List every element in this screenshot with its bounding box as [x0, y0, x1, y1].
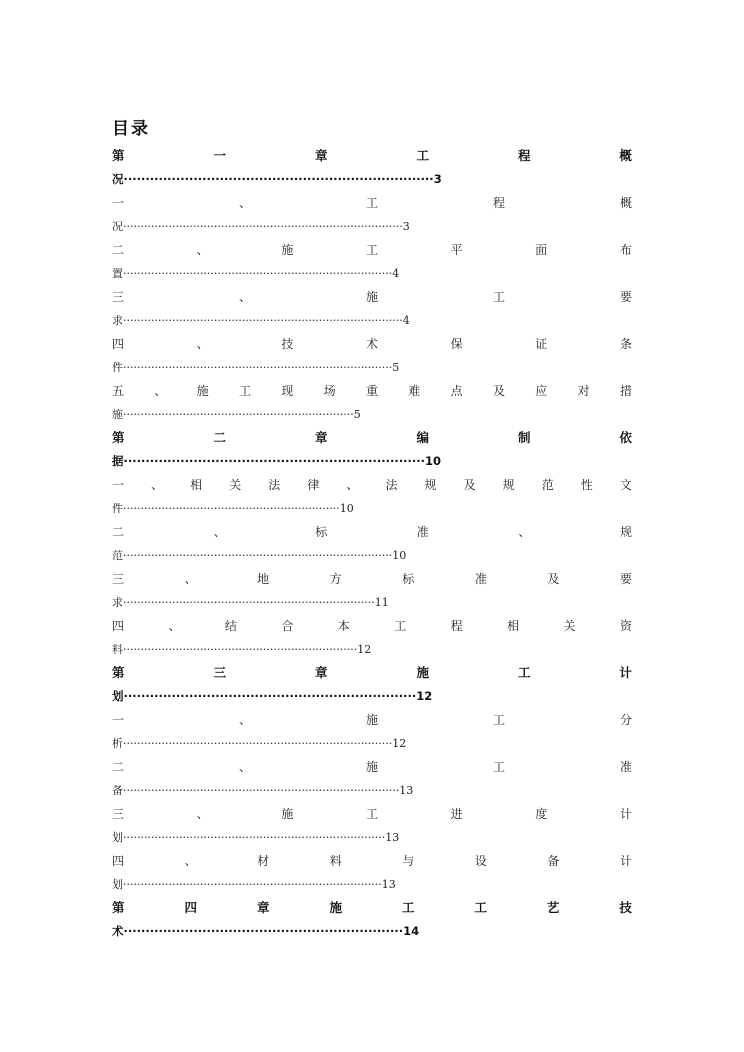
toc-entry-title-line	[112, 191, 632, 215]
toc-entry-char: 度	[535, 807, 548, 821]
toc-entry-char: 证	[535, 337, 548, 351]
toc-section-entry[interactable]	[112, 332, 632, 379]
toc-entry-char: 程	[450, 619, 463, 633]
toc-entry-char: 施	[365, 760, 378, 774]
toc-entry-char: 、	[151, 478, 164, 492]
toc-entry-title-line	[112, 755, 632, 779]
toc-entry-char: 三	[213, 665, 226, 680]
toc-entry-char: 施	[416, 665, 429, 680]
toc-section-entry[interactable]	[112, 802, 632, 849]
toc-entry-char: 点	[450, 384, 463, 398]
toc-entry-tail-char: 划	[112, 878, 123, 891]
toc-entry-char: 准	[416, 525, 429, 539]
toc-entry-leader-line	[112, 450, 632, 473]
toc-entry-leader-line	[112, 591, 632, 614]
toc-entry-tail-char: 施	[112, 408, 123, 421]
toc-entry-leader-line	[112, 262, 632, 285]
toc-entry-char: 工	[394, 619, 407, 633]
toc-entry-title-line	[112, 802, 632, 826]
toc-dot-leader: ················································································	[123, 220, 403, 233]
toc-entry-char: 及	[492, 384, 505, 398]
toc-entry-char: 文	[619, 478, 632, 492]
toc-dot-leader: ···········································································	[123, 831, 386, 844]
toc-entry-title-line	[112, 285, 632, 309]
toc-dot-leader: ······························································	[123, 502, 340, 515]
toc-entry-char: 工	[365, 243, 378, 257]
toc-page-number: 13	[385, 831, 400, 844]
toc-section-entry[interactable]	[112, 473, 632, 520]
toc-entry-char: 备	[547, 854, 560, 868]
toc-entry-char: 、	[346, 478, 359, 492]
toc-entry-char: 章	[314, 430, 328, 445]
toc-entry-char: 地	[257, 572, 270, 586]
toc-entry-char: 施	[365, 713, 378, 727]
toc-page-number: 4	[392, 267, 400, 280]
toc-section-entry[interactable]	[112, 379, 632, 426]
toc-page-number: 12	[416, 689, 433, 703]
toc-entry-char: 、	[238, 713, 251, 727]
toc-entry-tail-char: 件	[112, 361, 123, 374]
toc-entry-tail-char: 求	[112, 596, 123, 609]
toc-entry-char: 四	[112, 337, 125, 351]
table-of-contents	[112, 144, 632, 943]
toc-entry-char: 合	[281, 619, 294, 633]
toc-entry-char: 程	[492, 196, 505, 210]
toc-entry-char: 方	[329, 572, 342, 586]
toc-entry-char: 难	[408, 384, 421, 398]
toc-entry-char: 分	[619, 713, 632, 727]
toc-entry-tail-char: 范	[112, 549, 123, 562]
toc-entry-char: 依	[619, 430, 632, 445]
toc-page-number: 14	[403, 924, 420, 938]
toc-dot-leader: ·······································································	[123, 172, 434, 186]
toc-entry-char: 规	[502, 478, 515, 492]
toc-entry-tail-char: 划	[112, 831, 123, 844]
toc-entry-char: 标	[315, 525, 328, 539]
toc-entry-title-line	[112, 144, 632, 168]
toc-entry-char: 二	[112, 243, 125, 257]
toc-entry-char: 布	[619, 243, 632, 257]
toc-entry-char: 性	[580, 478, 593, 492]
toc-entry-char: 技	[619, 900, 632, 915]
toc-entry-char: 面	[535, 243, 548, 257]
toc-page-number: 3	[402, 220, 410, 233]
toc-entry-char: 、	[238, 196, 251, 210]
toc-page-number: 5	[353, 408, 361, 421]
toc-entry-leader-line	[112, 826, 632, 849]
toc-entry-tail-char: 况	[112, 220, 123, 233]
toc-entry-char: 工	[238, 384, 251, 398]
toc-entry-char: 与	[402, 854, 415, 868]
toc-entry-char: 程	[517, 148, 531, 163]
toc-entry-title-line	[112, 614, 632, 638]
toc-page-number: 12	[392, 737, 407, 750]
toc-entry-title-line	[112, 426, 632, 450]
toc-page-number: 12	[357, 643, 372, 656]
toc-entry-leader-line	[112, 403, 632, 426]
toc-entry-char: 结	[224, 619, 237, 633]
toc-entry-char: 章	[256, 900, 270, 915]
toc-entry-leader-line	[112, 309, 632, 332]
toc-entry-char: 一	[112, 478, 125, 492]
toc-entry-title-line	[112, 708, 632, 732]
toc-entry-char: 工	[474, 900, 487, 915]
toc-entry-leader-line	[112, 168, 632, 191]
toc-entry-char: 本	[337, 619, 350, 633]
toc-entry-char: 艺	[546, 900, 560, 915]
toc-entry-char: 准	[474, 572, 487, 586]
toc-dot-leader: ···································································	[123, 643, 358, 656]
toc-entry-title-line	[112, 567, 632, 591]
toc-entry-leader-line	[112, 215, 632, 238]
toc-page-number: 5	[392, 361, 400, 374]
toc-entry-char: 准	[619, 760, 632, 774]
toc-entry-char: 、	[168, 619, 181, 633]
toc-dot-leader: ·············································································	[123, 361, 393, 374]
toc-entry-char: 标	[402, 572, 415, 586]
toc-entry-tail-char: 术	[112, 924, 124, 938]
toc-entry-char: 保	[450, 337, 463, 351]
toc-entry-char: 关	[563, 619, 576, 633]
toc-entry-char: 场	[323, 384, 336, 398]
toc-entry-char: 工	[517, 665, 531, 680]
toc-entry-char: 、	[196, 337, 209, 351]
toc-entry-char: 四	[112, 854, 125, 868]
toc-section-entry[interactable]	[112, 567, 632, 614]
toc-entry-char: 及	[463, 478, 476, 492]
toc-entry-char: 、	[184, 854, 197, 868]
toc-entry-char: 材	[257, 854, 270, 868]
toc-entry-char: 施	[281, 243, 294, 257]
toc-dot-leader: ································································	[123, 924, 404, 938]
toc-page-number: 3	[433, 172, 442, 186]
toc-entry-char: 第	[112, 148, 125, 163]
toc-entry-char: 二	[112, 760, 125, 774]
toc-entry-title-line	[112, 238, 632, 262]
toc-entry-tail-char: 备	[112, 784, 123, 797]
toc-entry-char: 工	[401, 900, 415, 915]
toc-entry-title-line	[112, 661, 632, 685]
toc-entry-char: 章	[314, 148, 328, 163]
toc-dot-leader: ··································································	[123, 408, 354, 421]
toc-entry-leader-line	[112, 779, 632, 802]
toc-entry-char: 一	[213, 148, 226, 163]
toc-entry-tail-char: 求	[112, 314, 123, 327]
toc-entry-char: 相	[190, 478, 203, 492]
toc-entry-char: 要	[619, 290, 632, 304]
toc-entry-char: 、	[238, 290, 251, 304]
toc-section-entry[interactable]	[112, 614, 632, 661]
toc-dot-leader: ···············································································	[123, 784, 400, 797]
toc-section-entry[interactable]	[112, 849, 632, 896]
toc-entry-tail-char: 划	[112, 689, 124, 703]
toc-entry-title-line	[112, 332, 632, 356]
toc-entry-leader-line	[112, 638, 632, 661]
toc-page-number: 10	[392, 549, 407, 562]
toc-entry-char: 三	[112, 572, 125, 586]
toc-entry-char: 概	[619, 148, 632, 163]
toc-entry-title-line	[112, 896, 632, 920]
toc-dot-leader: ·············································································	[123, 549, 393, 562]
toc-entry-char: 、	[238, 760, 251, 774]
toc-chapter-entry[interactable]	[112, 896, 632, 943]
toc-entry-char: 法	[268, 478, 281, 492]
toc-dot-leader: ·····································································	[123, 454, 425, 468]
toc-entry-leader-line	[112, 356, 632, 379]
toc-entry-char: 编	[416, 430, 429, 445]
toc-entry-char: 计	[619, 854, 632, 868]
toc-entry-char: 对	[577, 384, 590, 398]
toc-entry-char: 、	[196, 243, 209, 257]
toc-page-number: 11	[374, 596, 389, 609]
toc-entry-char: 应	[535, 384, 548, 398]
toc-entry-char: 设	[474, 854, 487, 868]
toc-section-entry[interactable]	[112, 285, 632, 332]
toc-entry-char: 章	[314, 665, 328, 680]
toc-entry-char: 二	[112, 525, 125, 539]
toc-dot-leader: ··········································································	[123, 878, 382, 891]
toc-entry-char: 施	[329, 900, 342, 915]
toc-entry-char: 三	[112, 807, 125, 821]
toc-entry-title-line	[112, 379, 632, 403]
toc-page-number: 10	[339, 502, 354, 515]
toc-entry-char: 范	[541, 478, 554, 492]
toc-entry-char: 制	[517, 430, 531, 445]
toc-entry-char: 工	[416, 148, 429, 163]
toc-entry-char: 及	[547, 572, 560, 586]
toc-entry-char: 、	[518, 525, 531, 539]
toc-entry-char: 、	[154, 384, 167, 398]
toc-dot-leader: ········································································	[123, 596, 375, 609]
toc-entry-char: 工	[492, 760, 505, 774]
toc-dot-leader: ················································································	[123, 314, 403, 327]
toc-section-entry[interactable]	[112, 238, 632, 285]
toc-dot-leader: ·············································································	[123, 267, 393, 280]
toc-entry-char: 施	[196, 384, 209, 398]
toc-entry-char: 工	[492, 290, 505, 304]
toc-entry-char: 工	[492, 713, 505, 727]
toc-entry-char: 技	[281, 337, 294, 351]
toc-dot-leader: ···································································	[123, 689, 417, 703]
toc-entry-title-line	[112, 849, 632, 873]
toc-entry-tail-char: 置	[112, 267, 123, 280]
toc-chapter-entry[interactable]	[112, 426, 632, 473]
toc-entry-char: 要	[619, 572, 632, 586]
toc-entry-tail-char: 据	[112, 454, 124, 468]
toc-entry-char: 施	[281, 807, 294, 821]
toc-entry-char: 第	[112, 430, 125, 445]
toc-entry-char: 、	[213, 525, 226, 539]
toc-entry-char: 条	[619, 337, 632, 351]
toc-entry-leader-line	[112, 873, 632, 896]
toc-entry-char: 概	[619, 196, 632, 210]
toc-entry-char: 规	[424, 478, 437, 492]
toc-page-number: 13	[381, 878, 396, 891]
toc-entry-char: 一	[112, 713, 125, 727]
toc-entry-char: 现	[281, 384, 294, 398]
toc-entry-char: 第	[112, 665, 125, 680]
toc-entry-char: 三	[112, 290, 125, 304]
toc-entry-char: 相	[507, 619, 520, 633]
toc-dot-leader: ·············································································	[123, 737, 393, 750]
toc-entry-char: 规	[619, 525, 632, 539]
toc-section-entry[interactable]	[112, 708, 632, 755]
toc-entry-leader-line	[112, 497, 632, 520]
toc-entry-char: 平	[450, 243, 463, 257]
toc-entry-char: 、	[184, 572, 197, 586]
toc-entry-char: 资	[619, 619, 632, 633]
toc-title: 目录	[112, 119, 150, 139]
toc-section-entry[interactable]	[112, 520, 632, 567]
toc-entry-char: 术	[365, 337, 378, 351]
toc-entry-char: 计	[619, 807, 632, 821]
toc-entry-leader-line	[112, 685, 632, 708]
toc-entry-char: 四	[184, 900, 197, 915]
toc-entry-char: 法	[385, 478, 398, 492]
toc-entry-char: 计	[619, 665, 632, 680]
toc-entry-char: 四	[112, 619, 125, 633]
toc-entry-title-line	[112, 473, 632, 497]
toc-entry-leader-line	[112, 732, 632, 755]
toc-entry-char: 料	[329, 854, 342, 868]
toc-page-number: 4	[402, 314, 410, 327]
toc-entry-char: 施	[365, 290, 378, 304]
toc-entry-char: 措	[619, 384, 632, 398]
toc-page-number: 13	[399, 784, 414, 797]
toc-entry-char: 五	[112, 384, 125, 398]
toc-chapter-entry[interactable]	[112, 144, 632, 191]
toc-entry-char: 工	[365, 196, 378, 210]
toc-entry-char: 工	[365, 807, 378, 821]
toc-entry-char: 第	[112, 900, 125, 915]
toc-entry-char: 、	[196, 807, 209, 821]
toc-entry-char: 律	[307, 478, 320, 492]
toc-entry-char: 二	[213, 430, 226, 445]
toc-entry-leader-line	[112, 544, 632, 567]
toc-page-number: 10	[424, 454, 441, 468]
toc-entry-char: 一	[112, 196, 125, 210]
toc-section-entry[interactable]	[112, 755, 632, 802]
toc-entry-leader-line	[112, 920, 632, 943]
toc-entry-tail-char: 料	[112, 643, 123, 656]
toc-entry-char: 进	[450, 807, 463, 821]
toc-entry-tail-char: 析	[112, 737, 123, 750]
toc-entry-tail-char: 件	[112, 502, 123, 515]
toc-chapter-entry[interactable]	[112, 661, 632, 708]
toc-entry-char: 关	[229, 478, 242, 492]
toc-section-entry[interactable]	[112, 191, 632, 238]
toc-entry-tail-char: 况	[112, 172, 124, 186]
toc-entry-char: 重	[365, 384, 378, 398]
toc-entry-title-line	[112, 520, 632, 544]
